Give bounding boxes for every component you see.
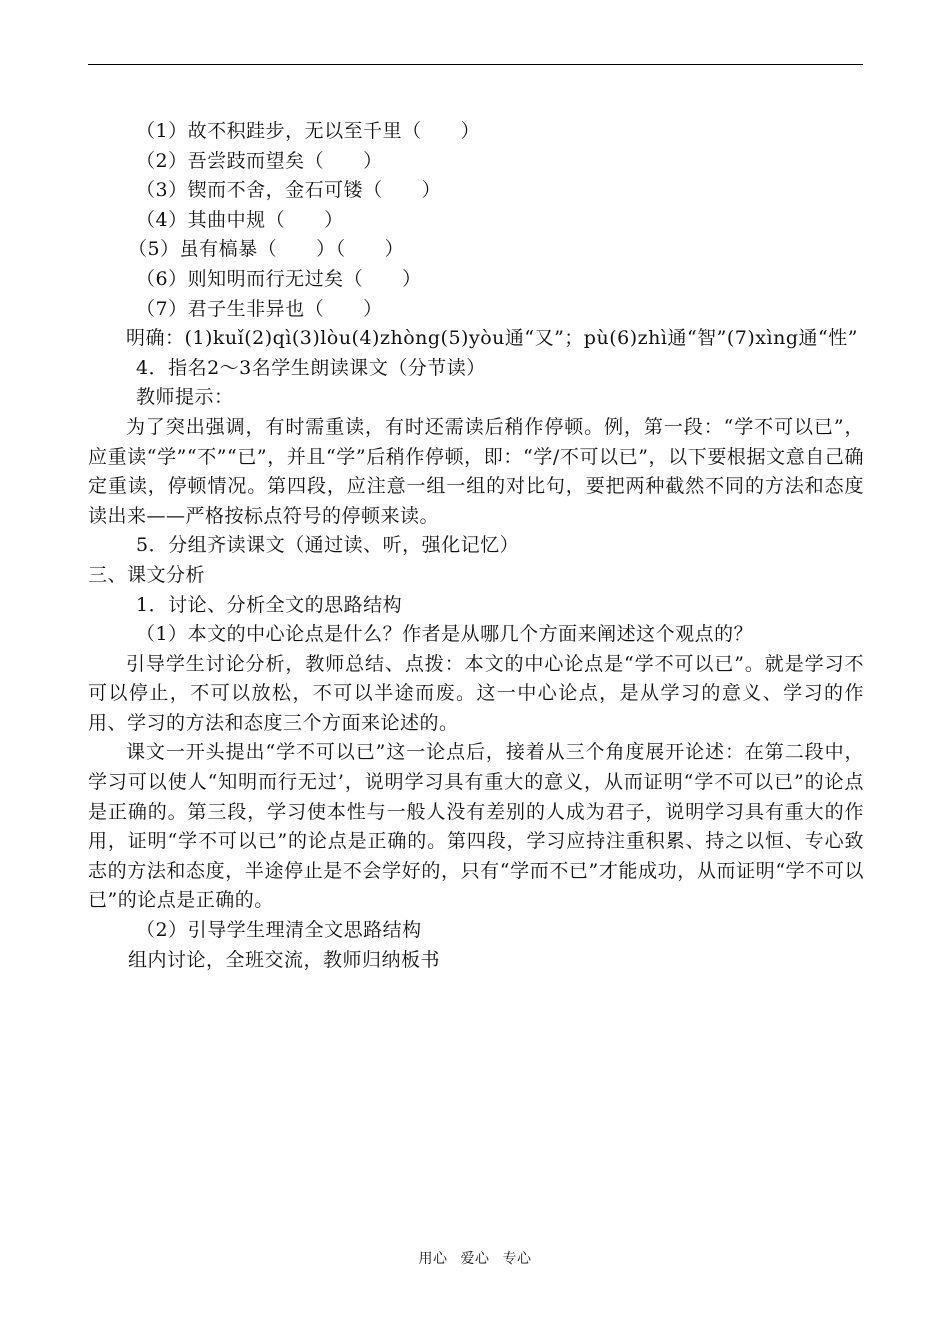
footer-word-2: 爱心 — [460, 1251, 490, 1267]
step-4-heading: 4．指名2～3名学生朗读课文（分节读） — [136, 356, 486, 379]
exercise-item-3: （3）锲而不舍，金石可镂（ ） — [136, 179, 442, 202]
analysis-paragraph-1: 引导学生讨论分析，教师总结、点拨：本文的中心论点是“学不可以已”。就是学习不可以停止，不可以放松，不可以半途而废。这一中心论点，是从学习的意义、学习的作用、学习的方法和态度三个方面来论述的。 — [88, 652, 864, 734]
answer-key: 明确：(1)kuǐ(2)qì(3)lòu(4)zhòng(5)yòu通“又”；pù(6)zhì通“智”(7)xìng通“性” — [126, 327, 858, 350]
teacher-tip-label: 教师提示： — [136, 386, 234, 409]
exercise-item-4: （4）其曲中规（ ） — [136, 208, 344, 231]
question-1: （1）本文的中心论点是什么？作者是从哪几个方面来阐述这个观点的？ — [136, 623, 754, 646]
exercise-item-6: （6）则知明而行无过矣（ ） — [136, 267, 422, 290]
exercise-item-1: （1）故不积跬步，无以至千里（ ） — [136, 120, 481, 142]
step-5-heading: 5．分组齐读课文（通过读、听，强化记忆） — [136, 534, 520, 557]
question-2: （2）引导学生理清全文思路结构 — [136, 919, 422, 942]
document-body — [88, 117, 864, 975]
closing-line: 组内讨论，全班交流，教师归纳板书 — [128, 948, 441, 971]
section-3-heading: 三、课文分析 — [88, 563, 206, 586]
footer-word-3: 专心 — [502, 1251, 532, 1267]
page-footer — [0, 1248, 950, 1268]
exercise-item-7: （7）君子生非异也（ ） — [136, 297, 383, 320]
subsection-1-heading: 1．讨论、分析全文的思路结构 — [136, 593, 403, 616]
analysis-paragraph-2: 课文一开头提出“学不可以已”这一论点后，接着从三个角度展开论述：在第二段中，学习可以使人“知明而行无过’，说明学习具有重大的意义，从而证明“学不可以已”的论点是正确的。第三段，学习使本性与一般人没有差别的人成为君子，说明学习具有重大的作用，证明“学不可以已”的论点是正确的。第四段，学习应持注重积累、持之以恒、专心致志的方法和态度，半途停止是不会学好的，只有“学而不已”才能成功，从而证明“学不可以已”的论点是正确的。 — [88, 741, 864, 912]
footer-word-1: 用心 — [418, 1251, 448, 1267]
exercise-item-5: （5）虽有槁暴（ ）（ ） — [128, 238, 405, 261]
exercise-item-2: （2）吾尝跂而望矣（ ） — [136, 149, 383, 172]
header-rule — [88, 64, 863, 65]
teacher-tip-paragraph: 为了突出强调，有时需重读，有时还需读后稍作停顿。例，第一段：“学不可以已”，应重读“学”“不”“已”，并且“学”后稍作停顿，即：“学/不可以已”，以下要根据文意自己确定重读，停顿情况。第四段，应注意一组一组的对比句，要把两种截然不同的方法和态度读出来——严格按标点符号的停顿来读。 — [88, 415, 864, 527]
